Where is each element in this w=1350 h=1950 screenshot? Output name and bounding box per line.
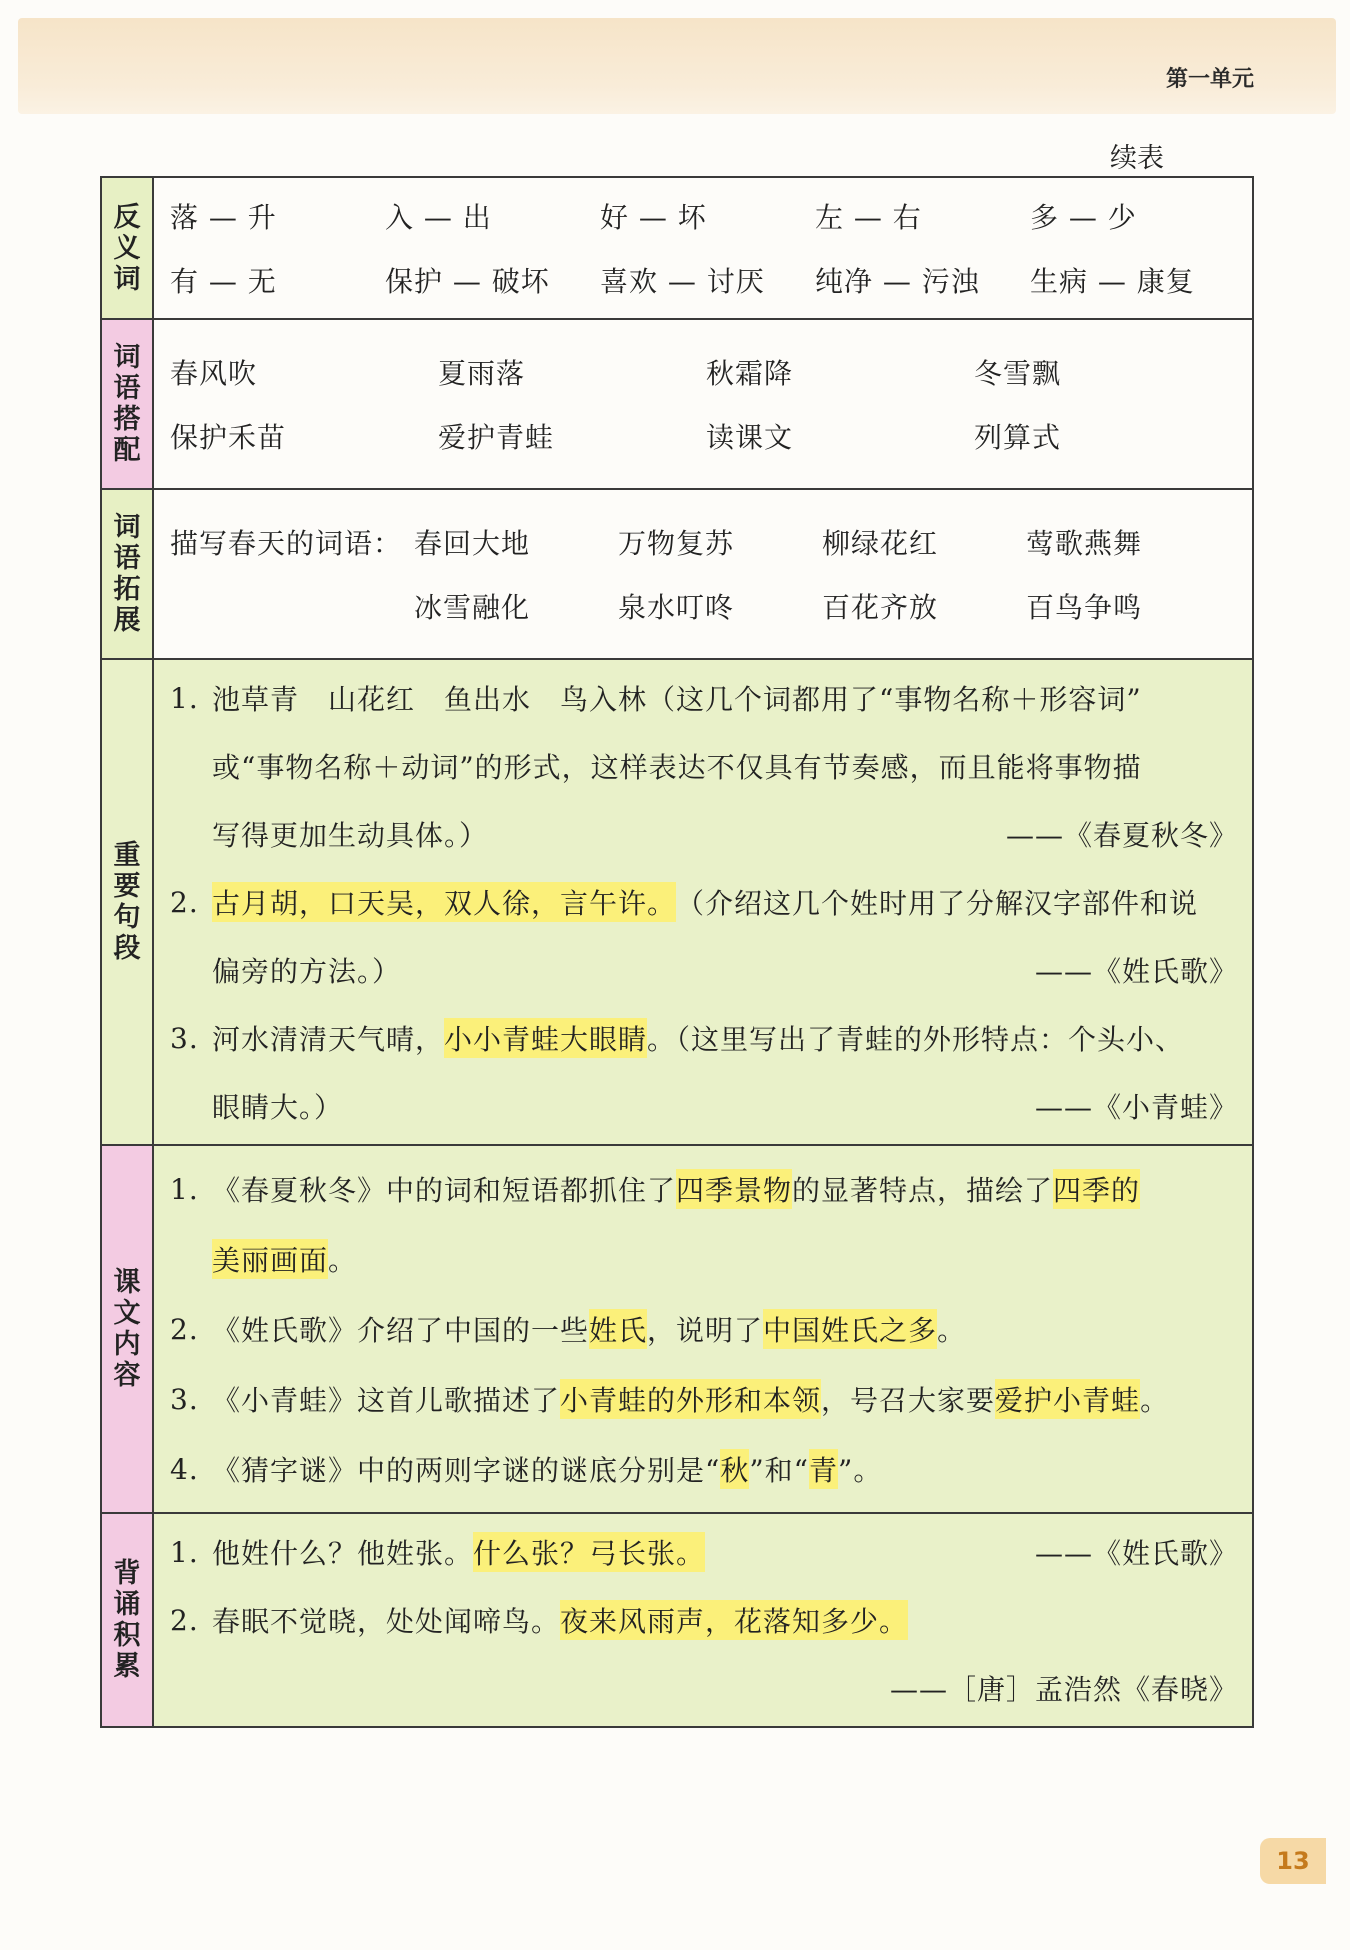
antonyms-row bbox=[101, 177, 1253, 319]
highlight: 秋 bbox=[720, 1449, 749, 1489]
expansion-item: 百鸟争鸣 bbox=[1026, 591, 1143, 624]
collocation-label: 词语搭配 bbox=[113, 342, 141, 466]
content-row bbox=[101, 1145, 1253, 1513]
key-sentence-1: 1. 池草青 山花红 鱼出水 鸟入林（这几个词都用了“事物名称＋形容词” bbox=[170, 681, 1142, 716]
antonyms-line-2 bbox=[170, 248, 1242, 312]
expansion-content bbox=[153, 489, 1253, 659]
highlight: 小青蛙的外形和本领 bbox=[560, 1379, 821, 1419]
antonyms-line-1 bbox=[170, 184, 1242, 248]
antonym-pair: 有 — 无 bbox=[170, 265, 277, 298]
antonym-pair: 喜欢 — 讨厌 bbox=[600, 265, 765, 298]
collocation-item: 列算式 bbox=[974, 421, 1062, 454]
key-sentences-label-cell bbox=[101, 659, 153, 1145]
key-sentence-3-line-2: 眼睛大。） ——《小青蛙》 bbox=[170, 1072, 1242, 1140]
key-sentences-row bbox=[101, 659, 1253, 1145]
collocation-item: 秋霜降 bbox=[706, 357, 794, 390]
collocation-item: 春风吹 bbox=[170, 357, 258, 390]
collocation-row bbox=[101, 319, 1253, 489]
key-sentence-2-line-2: 偏旁的方法。） ——《姓氏歌》 bbox=[170, 936, 1242, 1004]
collocation-line-2 bbox=[170, 404, 1242, 468]
continued-label: 续表 bbox=[1110, 143, 1164, 174]
collocation-item: 夏雨落 bbox=[438, 357, 526, 390]
content-label: 课文内容 bbox=[113, 1267, 141, 1391]
expansion-label-cell bbox=[101, 489, 153, 659]
antonym-pair: 左 — 右 bbox=[815, 201, 922, 234]
expansion-item: 百花齐放 bbox=[822, 591, 939, 624]
highlight: 美丽画面 bbox=[212, 1239, 328, 1279]
collocation-label-cell bbox=[101, 319, 153, 489]
antonym-pair: 好 — 坏 bbox=[600, 201, 707, 234]
content-content bbox=[153, 1145, 1253, 1513]
highlight: 什么张？弓长张。 bbox=[473, 1532, 705, 1572]
collocation-item: 保护禾苗 bbox=[170, 421, 287, 454]
content-item-1-line-2: 美丽画面 。 bbox=[170, 1224, 1242, 1294]
key-sentences-content bbox=[153, 659, 1253, 1145]
source-citation: ——《姓氏歌》 bbox=[1034, 955, 1238, 988]
antonym-pair: 落 — 升 bbox=[170, 201, 277, 234]
header-band bbox=[18, 18, 1336, 114]
highlight: 中国姓氏之多 bbox=[763, 1309, 937, 1349]
highlight: 夜来风雨声，花落知多少。 bbox=[560, 1600, 908, 1640]
recitation-item-2-source-line bbox=[170, 1654, 1242, 1722]
expansion-row bbox=[101, 489, 1253, 659]
content-item-3: 3. 《小青蛙》这首儿歌描述了 小青蛙的外形和本领 ，号召大家要 爱护小青蛙 。 bbox=[170, 1364, 1242, 1434]
collocation-content bbox=[153, 319, 1253, 489]
expansion-lead: 描写春天的词语： bbox=[170, 527, 403, 560]
antonym-pair: 生病 — 康复 bbox=[1030, 265, 1195, 298]
content-item-1: 1. 《春夏秋冬》中的词和短语都抓住了 四季景物 的显著特点，描绘了 四季的 bbox=[170, 1154, 1242, 1224]
content-item-4: 4. 《猜字谜》中的两则字谜的谜底分别是“ 秋 ”和“ 青 ”。 bbox=[170, 1434, 1242, 1504]
highlight: 四季景物 bbox=[676, 1169, 792, 1209]
antonym-pair: 多 — 少 bbox=[1030, 201, 1137, 234]
antonym-pair: 纯净 — 污浊 bbox=[815, 265, 980, 298]
antonym-pair: 入 — 出 bbox=[385, 201, 492, 234]
recitation-item-1: 1. 他姓什么？他姓张。 什么张？弓长张。 ——《姓氏歌》 bbox=[170, 1518, 1242, 1586]
source-citation: ——《春夏秋冬》 bbox=[1005, 819, 1238, 852]
recitation-item-2: 2. 春眠不觉晓，处处闻啼鸟。 夜来风雨声，花落知多少。 bbox=[170, 1586, 1242, 1654]
highlight: 古月胡，口天吴，双人徐，言午许。 bbox=[212, 882, 676, 922]
expansion-item: 柳绿花红 bbox=[822, 527, 939, 560]
highlight: 小小青蛙大眼睛 bbox=[444, 1018, 647, 1058]
collocation-item: 冬雪飘 bbox=[974, 357, 1062, 390]
source-citation: ——《姓氏歌》 bbox=[1034, 1537, 1238, 1570]
expansion-line-2 bbox=[170, 574, 1242, 638]
antonyms-label-cell bbox=[101, 177, 153, 319]
highlight: 四季的 bbox=[1053, 1169, 1140, 1209]
highlight: 爱护小青蛙 bbox=[995, 1379, 1140, 1419]
recitation-content bbox=[153, 1513, 1253, 1727]
source-citation: ——［唐］孟浩然《春晓》 bbox=[889, 1673, 1238, 1706]
antonyms-label: 反义词 bbox=[113, 201, 141, 295]
expansion-label: 词语拓展 bbox=[113, 512, 141, 636]
antonyms-content bbox=[153, 177, 1253, 319]
collocation-item: 读课文 bbox=[706, 421, 794, 454]
source-citation: ——《小青蛙》 bbox=[1034, 1091, 1238, 1124]
collocation-item: 爱护青蛙 bbox=[438, 421, 555, 454]
key-sentences-label: 重要句段 bbox=[113, 840, 141, 964]
summary-table bbox=[100, 176, 1254, 1728]
recitation-label-cell bbox=[101, 1513, 153, 1727]
unit-title: 第一单元 bbox=[1165, 67, 1254, 92]
expansion-item: 冰雪融化 bbox=[414, 591, 531, 624]
expansion-item: 春回大地 bbox=[414, 527, 531, 560]
expansion-item: 泉水叮咚 bbox=[618, 591, 735, 624]
expansion-item: 万物复苏 bbox=[618, 527, 735, 560]
recitation-row bbox=[101, 1513, 1253, 1727]
expansion-item: 莺歌燕舞 bbox=[1026, 527, 1143, 560]
antonym-pair: 保护 — 破坏 bbox=[385, 265, 550, 298]
key-sentence-1-line-3: 写得更加生动具体。） ——《春夏秋冬》 bbox=[170, 800, 1242, 868]
key-sentence-3: 3. 河水清清天气晴， 小小青蛙大眼睛 。（这里写出了青蛙的外形特点：个头小、 bbox=[170, 1004, 1242, 1072]
collocation-line-1 bbox=[170, 340, 1242, 404]
highlight: 青 bbox=[809, 1449, 838, 1489]
content-item-2: 2. 《姓氏歌》介绍了中国的一些 姓氏 ，说明了 中国姓氏之多 。 bbox=[170, 1294, 1242, 1364]
expansion-line-1 bbox=[170, 510, 1242, 574]
key-sentence-2: 2. 古月胡，口天吴，双人徐，言午许。 （介绍这几个姓时用了分解汉字部件和说 bbox=[170, 868, 1242, 936]
page-number: 13 bbox=[1260, 1838, 1326, 1884]
recitation-label: 背诵积累 bbox=[113, 1558, 141, 1682]
content-label-cell bbox=[101, 1145, 153, 1513]
highlight: 姓氏 bbox=[589, 1309, 647, 1349]
key-sentence-1-line-2: 或“事物名称＋动词”的形式，这样表达不仅具有节奏感，而且能将事物描 bbox=[212, 751, 1142, 784]
